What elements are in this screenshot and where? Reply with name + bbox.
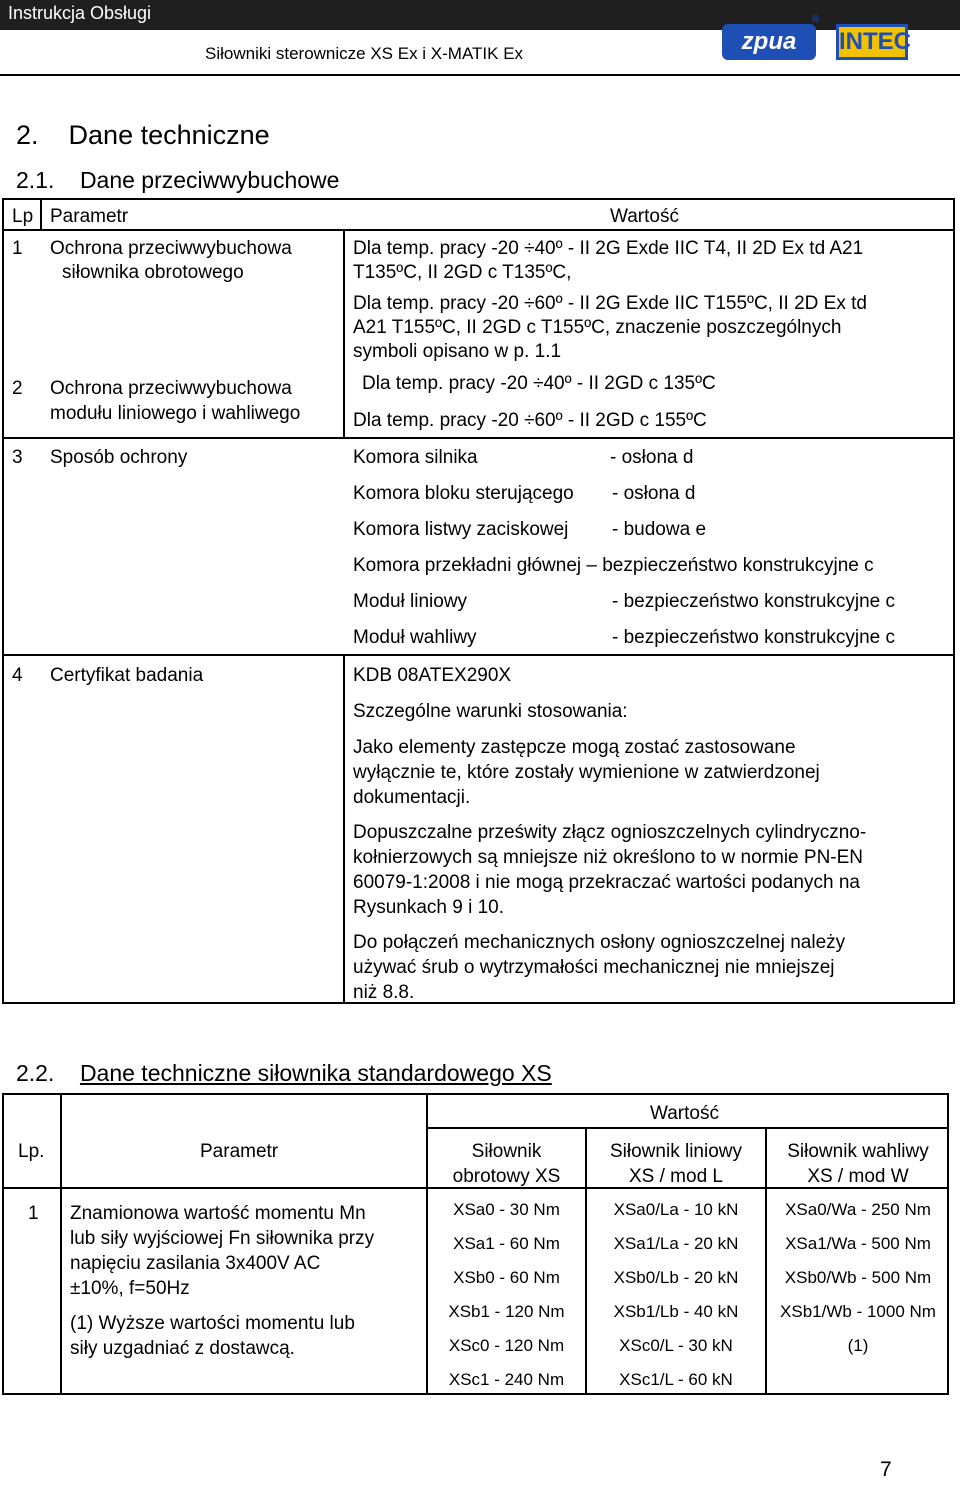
- row-param-line: napięciu zasilania 3x400V AC: [70, 1253, 321, 1274]
- row-lp: 1: [28, 1203, 39, 1224]
- row-value-line: Dla temp. pracy -20 ÷60º - II 2GD c 155ºC: [353, 410, 707, 431]
- page-number: 7: [880, 1458, 892, 1481]
- value-cell: XSa0/La - 10 kN: [613, 1200, 739, 1219]
- subsection-heading-1: [16, 167, 339, 194]
- row-param-line: Znamionowa wartość momentu Mn: [70, 1203, 366, 1224]
- condition-line: Dopuszczalne prześwity złącz ognioszczelnych cylindryczno-: [353, 822, 867, 843]
- row-lp: 1: [12, 238, 23, 259]
- row-lp: 3: [12, 447, 23, 468]
- table-rule: [2, 229, 955, 231]
- condition-line: wyłącznie te, które zostały wymienione w zatwierdzonej: [353, 762, 820, 783]
- row-param-line: Ochrona przeciwwybuchowa: [50, 238, 292, 259]
- row-note-line: siły uzgadniać z dostawcą.: [70, 1338, 295, 1359]
- zpua-logo: zpua: [722, 24, 816, 60]
- value-cell: XSa1 - 60 Nm: [453, 1234, 560, 1253]
- subsection-heading-2: [16, 1060, 552, 1087]
- row-param: Sposób ochrony: [50, 447, 188, 468]
- doc-title: Instrukcja Obsługi: [8, 3, 152, 23]
- protection-item-value: - bezpieczeństwo konstrukcyjne c: [612, 591, 896, 612]
- value-cell: XSa0/Wa - 250 Nm: [785, 1200, 931, 1219]
- row-param-line: modułu liniowego i wahliwego: [50, 403, 301, 424]
- condition-line: Do połączeń mechanicznych osłony ognioszczelnej należy: [353, 932, 846, 953]
- col-header-swing: Siłownik wahliwy: [787, 1141, 929, 1162]
- table-rule: [40, 198, 42, 229]
- value-cell: XSa1/Wa - 500 Nm: [785, 1234, 931, 1253]
- protection-item-label: Moduł wahliwy: [353, 627, 477, 648]
- table-rule: [343, 229, 345, 437]
- row-note-line: (1) Wyższe wartości momentu lub: [70, 1313, 355, 1334]
- col-header-linear: Siłownik liniowy: [610, 1141, 742, 1162]
- col-header-linear: XS / mod L: [629, 1166, 723, 1187]
- protection-item-label: Komora bloku sterującego: [353, 483, 574, 504]
- value-cell: XSc0/L - 30 kN: [619, 1336, 733, 1355]
- condition-line: Jako elementy zastępcze mogą zostać zastosowane: [353, 737, 796, 758]
- certificate-number: KDB 08ATEX290X: [353, 665, 512, 686]
- value-cell: XSa1/La - 20 kN: [613, 1234, 739, 1253]
- section-title: Dane techniczne: [68, 120, 270, 150]
- row-value-line: T135ºC, II 2GD c T135ºC,: [353, 262, 572, 283]
- condition-line: kołnierzowych są mniejsze niż określono to w normie PN-EN: [353, 847, 864, 868]
- row-param: Certyfikat badania: [50, 665, 204, 686]
- value-cell: XSc1/L - 60 kN: [619, 1370, 733, 1389]
- subsection-number: 2.2.: [16, 1060, 55, 1086]
- row-value-line: Dla temp. pracy -20 ÷40º - II 2GD c 135ºC: [362, 373, 716, 394]
- condition-line: Rysunkach 9 i 10.: [353, 897, 505, 918]
- section-number: 2.: [16, 120, 39, 150]
- row-param-line: lub siły wyjściowej Fn siłownika przy: [70, 1228, 375, 1249]
- header-parametr: Parametr: [50, 206, 129, 227]
- row-param-line: siłownika obrotowego: [62, 262, 244, 283]
- subsection-number: 2.1.: [16, 167, 55, 193]
- value-cell: XSc1 - 240 Nm: [448, 1370, 565, 1389]
- protection-item-value: - bezpieczeństwo konstrukcyjne c: [612, 627, 896, 648]
- value-cell: (1): [847, 1336, 869, 1355]
- header-lp: Lp.: [18, 1141, 45, 1162]
- row-value-line: A21 T155ºC, II 2GD c T155ºC, znaczenie poszczególnych: [353, 317, 842, 338]
- value-cell: XSb1 - 120 Nm: [448, 1302, 565, 1321]
- special-conditions-title: Szczególne warunki stosowania:: [353, 701, 628, 722]
- swing-values: [767, 1200, 949, 1370]
- col-header-rotary: Siłownik: [471, 1141, 542, 1162]
- row-lp: 2: [12, 378, 23, 399]
- condition-line: dokumentacji.: [353, 787, 471, 808]
- registered-mark: ®: [812, 14, 820, 25]
- protection-item-value: - osłona d: [612, 483, 696, 504]
- table-rule: [60, 1093, 62, 1395]
- value-cell: XSb1/Lb - 40 kN: [613, 1302, 739, 1321]
- subsection-title: Dane techniczne siłownika standardowego XS: [79, 1060, 552, 1086]
- rotary-values: [428, 1200, 585, 1404]
- header-wartosc: Wartość: [650, 1103, 719, 1124]
- table-rule: [2, 654, 955, 656]
- condition-line: 60079-1:2008 i nie mogą przekraczać wartości podanych na: [353, 872, 860, 893]
- condition-line: niż 8.8.: [353, 982, 415, 1003]
- table-rule: [426, 1127, 949, 1129]
- col-header-swing: XS / mod W: [807, 1166, 909, 1187]
- value-cell: XSc0 - 120 Nm: [448, 1336, 565, 1355]
- row-param-line: ±10%, f=50Hz: [70, 1278, 190, 1299]
- section-heading: [16, 120, 270, 151]
- row-lp: 4: [12, 665, 23, 686]
- row-value-line: Dla temp. pracy -20 ÷60º - II 2G Exde IIC T155ºC, II 2D Ex td: [353, 293, 867, 314]
- value-cell: XSb1/Wb - 1000 Nm: [780, 1302, 936, 1321]
- linear-values: [587, 1200, 765, 1404]
- subsection-title: Dane przeciwwybuchowe: [79, 167, 340, 193]
- header-rule: [0, 74, 960, 76]
- value-cell: XSb0/Lb - 20 kN: [613, 1268, 739, 1287]
- condition-line: używać śrub o wytrzymałości mechanicznej nie mniejszej: [353, 957, 835, 978]
- protection-item-label: Moduł liniowy: [353, 591, 468, 612]
- intec-logo: INTEC: [836, 24, 908, 60]
- table-rule: [343, 654, 345, 1004]
- protection-item-value: - osłona d: [610, 447, 694, 468]
- header-parametr: Parametr: [200, 1141, 279, 1162]
- value-cell: XSb0 - 60 Nm: [453, 1268, 560, 1287]
- protection-item-label: Komora przekładni głównej – bezpieczeństwo konstrukcyjne c: [353, 555, 874, 576]
- col-header-rotary: obrotowy XS: [452, 1166, 561, 1187]
- header-wartosc: Wartość: [610, 206, 679, 227]
- protection-item-value: - budowa e: [612, 519, 707, 540]
- header-lp: Lp: [12, 206, 34, 227]
- doc-subtitle: Siłowniki sterownicze XS Ex i X-MATIK Ex: [205, 44, 524, 63]
- row-param-line: Ochrona przeciwwybuchowa: [50, 378, 292, 399]
- table-rule: [2, 437, 955, 439]
- row-value-line: Dla temp. pracy -20 ÷40º - II 2G Exde IIC T4, II 2D Ex td A21: [353, 238, 864, 259]
- protection-item-label: Komora listwy zaciskowej: [353, 519, 569, 540]
- row-value-line: symboli opisano w p. 1.1: [353, 341, 562, 362]
- protection-item-label: Komora silnika: [353, 447, 478, 468]
- value-cell: XSa0 - 30 Nm: [453, 1200, 560, 1219]
- value-cell: XSb0/Wb - 500 Nm: [784, 1268, 932, 1287]
